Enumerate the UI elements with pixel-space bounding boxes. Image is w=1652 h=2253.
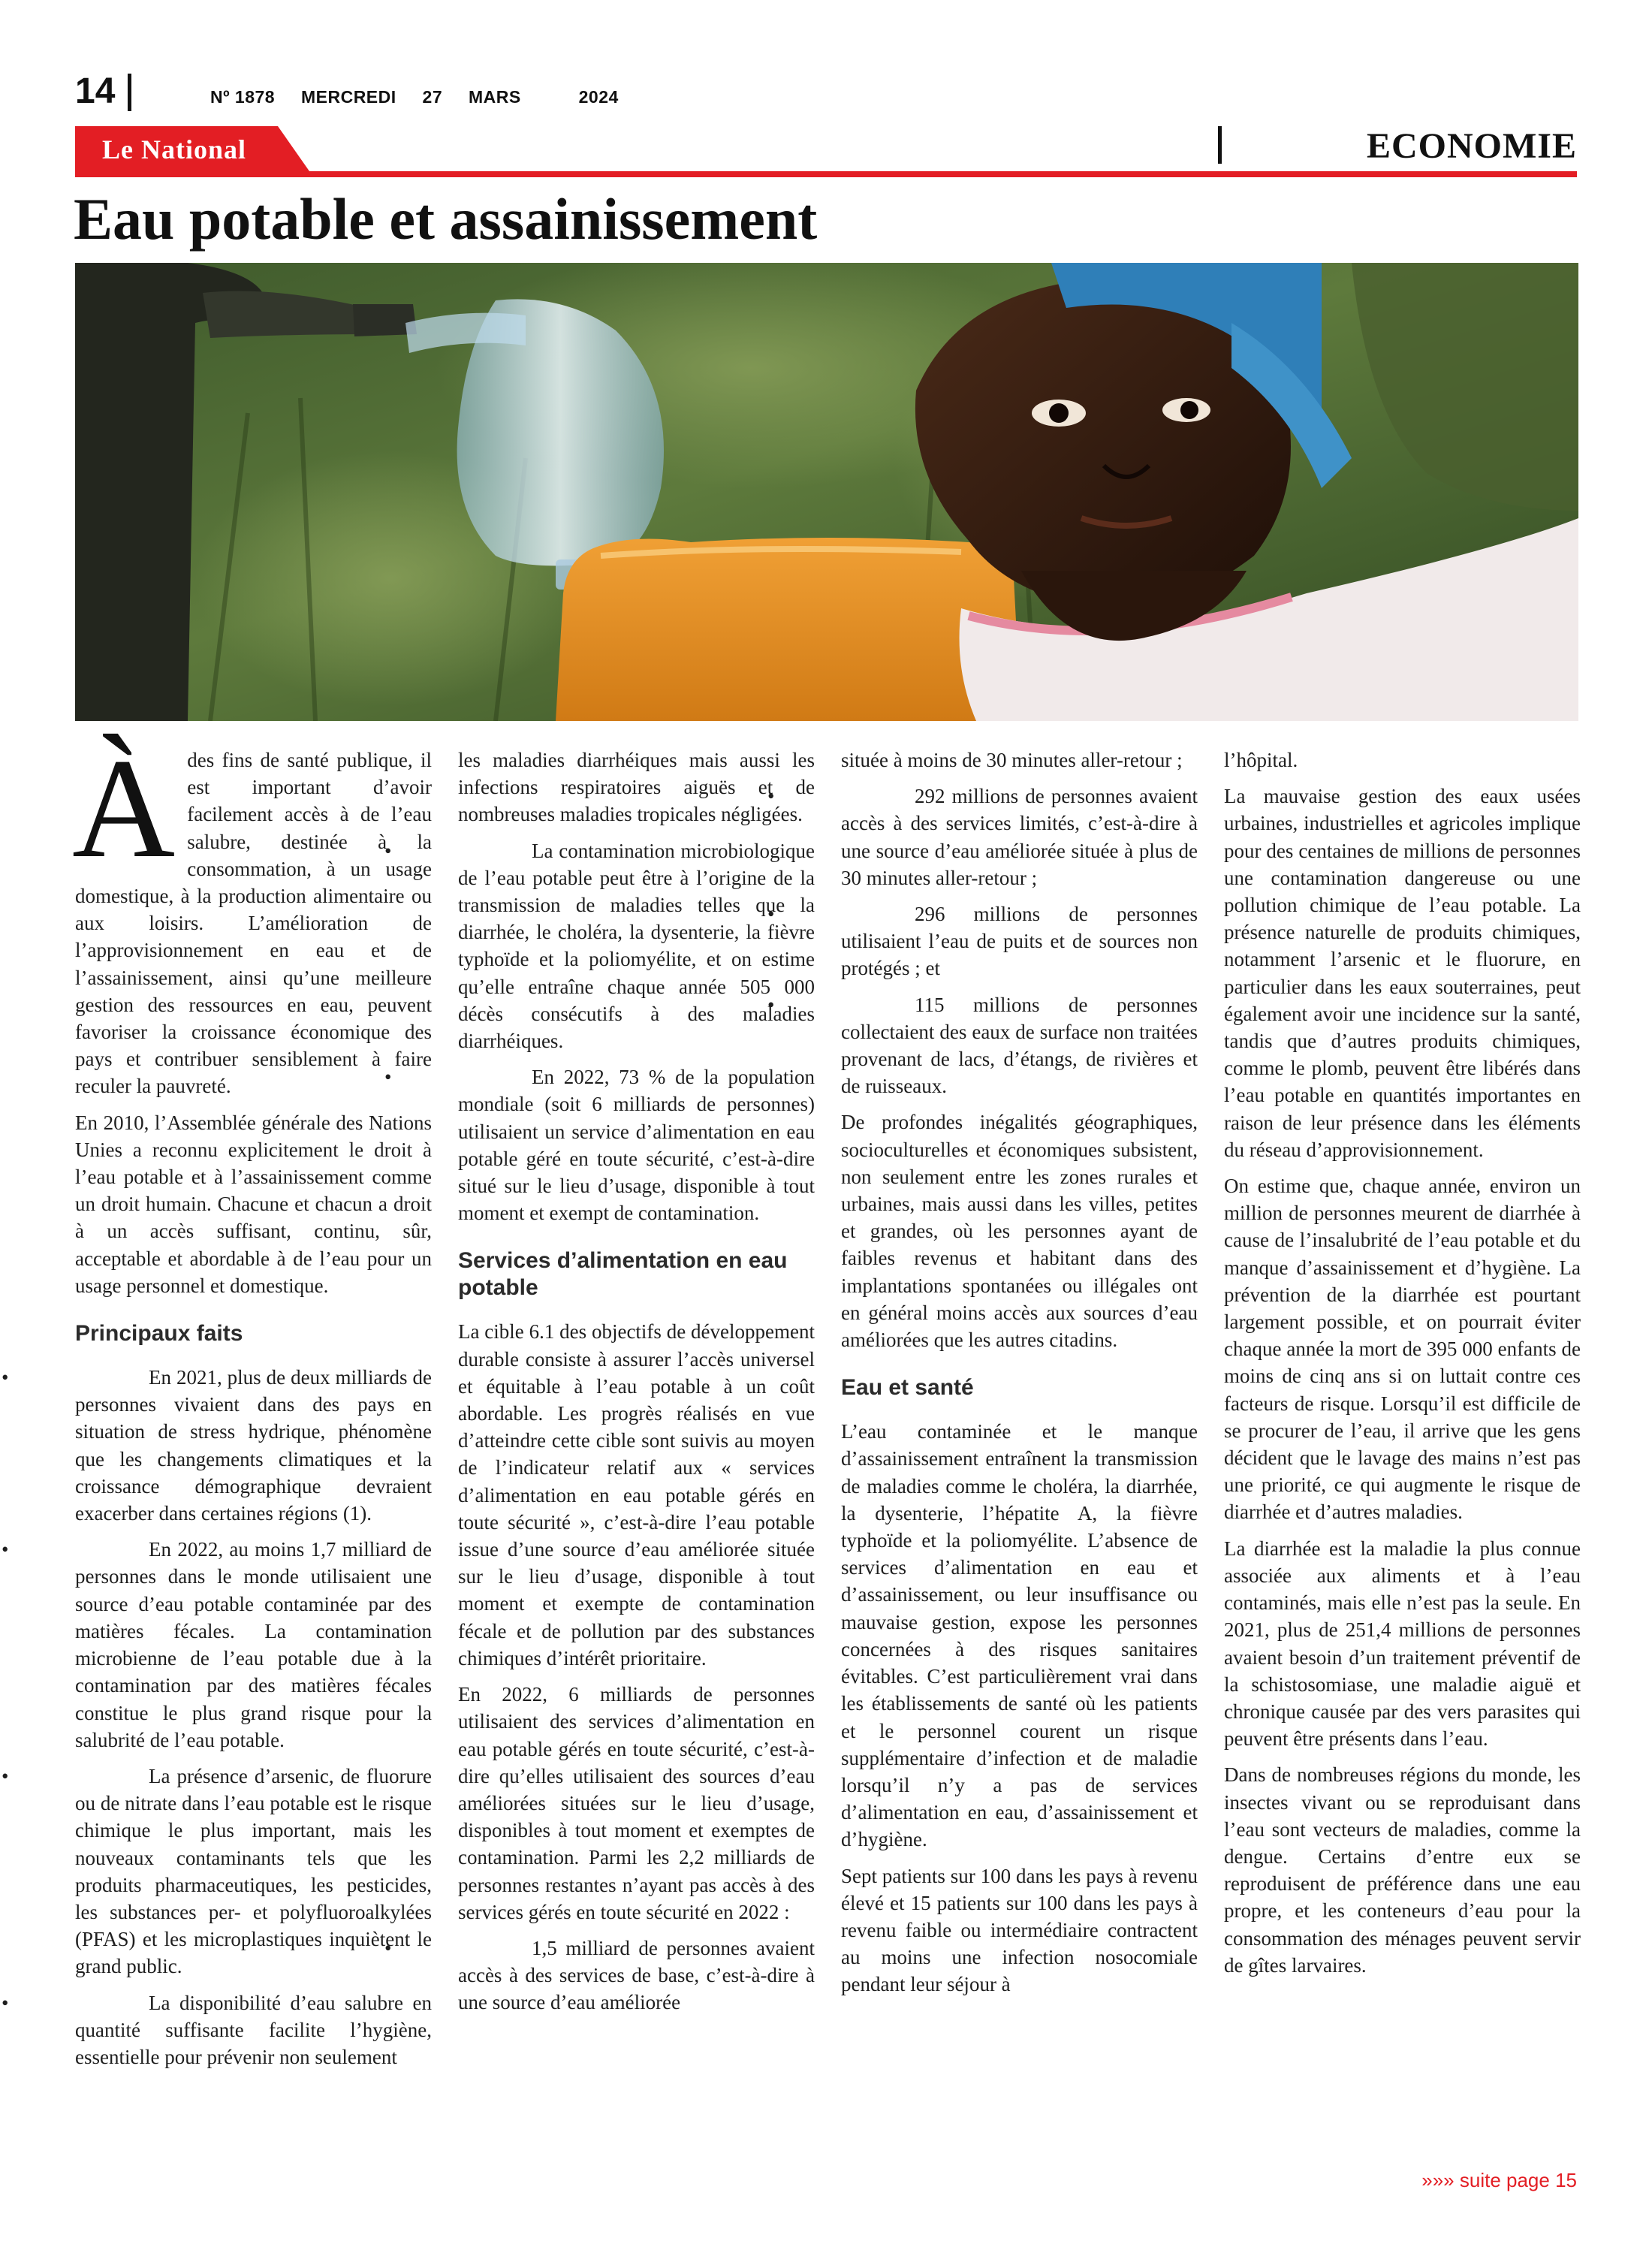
bullet-item: • La disponibilité d’eau salubre en quantité suffisante facilite l’hygiène, essentielle pour prévenir non seulement	[75, 1989, 432, 2071]
bullet-item: • La présence d’arsenic, de fluorure ou de nitrate dans l’eau potable est le risque chimique le plus important, mais les nouveaux contaminants tels que les produits pharmaceutiques, les pesticides, les substances per- et polyfluoroalkylées (PFAS) et les microplastiques inquiètent le grand public.	[75, 1763, 432, 1980]
article-headline: Eau potable et assainissement	[74, 186, 818, 252]
bullet-item: • 1,5 milliard de personnes avaient accès à des services de base, c’est-à-dire à une source d’eau améliorée	[458, 1935, 815, 2016]
section-divider	[1218, 126, 1222, 164]
page-number: 14	[75, 71, 116, 111]
article-photo	[75, 263, 1578, 721]
photo-child-filling-water-jerrycan-icon	[75, 263, 1578, 721]
column-1	[72, 730, 432, 2080]
bullet-item: • 115 millions de personnes collectaient des eaux de surface non traitées provenant de lacs, d’étangs, de rivières et de ruisseaux.	[841, 991, 1198, 1100]
column-3	[841, 746, 1198, 2007]
issue-info	[210, 87, 640, 107]
issue-weekday: MERCREDI	[300, 87, 396, 107]
drop-cap: À	[72, 730, 176, 888]
paragraph: De profondes inégalités géographiques, socioculturelles et économiques subsistent, non seulement entre les zones rurales et urbaines, mais aussi dans les villes, petites et grandes, où les personnes ayant de faibles revenus et habitant dans des implantations spontanées ou illégales ont en général moins accès aux sources d’eau améliorées que les autres citadins.	[841, 1111, 1198, 1352]
paragraph: Sept patients sur 100 dans les pays à revenu élevé et 15 patients sur 100 dans les pays à revenu faible ou intermédiaire contractent au moins une infection nosocomiale pendant leur séjour à	[841, 1864, 1198, 1996]
bullet-item: • 296 millions de personnes utilisaient l’eau de puits et de sources non protégés ; et	[841, 900, 1198, 982]
paragraph: En 2010, l’Assemblée générale des Nations Unies a reconnu explicitement le droit à l’eau potable et à l’assainissement comme un droit humain. Chacune et chacun a droit à un accès suffisant, continu, sûr, acceptable et abordable à de l’eau pour un usage personnel et domestique.	[75, 1111, 432, 1297]
bullet-item: • La contamination microbiologique de l’eau potable peut être à l’origine de la transmission de maladies telles que la diarrhée, le choléra, la dysenterie, la fièvre typhoïde et la poliomyélite, et on estime qu’elle entraîne chaque année 505 000 décès consécutifs à des maladies diarrhéiques.	[458, 837, 815, 1055]
issue-year: 2024	[578, 87, 619, 107]
subheading-principaux-faits: Principaux faits	[75, 1321, 243, 1347]
brand-band	[75, 126, 1577, 177]
red-rule	[75, 171, 1577, 177]
paragraph: La diarrhée est la maladie la plus connue associée aux aliments et à l’eau contaminés, mais elle n’est pas la seule. En 2021, plus de 251,4 millions de personnes avaient besoin d’un traitement préventif de la schistosomiase, une maladie aiguë et chronique causée par des vers parasites qui peuvent être présents dans l’eau.	[1224, 1537, 1581, 1751]
bullet-item: • En 2022, 73 % de la population mondiale (soit 6 milliards de personnes) utilisaient un service d’alimentation en eau potable géré en toute sécurité, c’est-à-dire situé sur le lieu d’usage, disponible à tout moment et exempt de contamination.	[458, 1063, 815, 1226]
bullet-item: • 292 millions de personnes avaient accès à des services limités, c’est-à-dire à une source d’eau améliorée située à plus de 30 minutes aller-retour ;	[841, 783, 1198, 891]
paragraph: Dans de nombreuses régions du monde, les insectes vivant ou se reproduisant dans l’eau sont vecteurs de maladies, comme la dengue. Certains d’entre eux se reproduisent de préférence dans une eau propre, et les conteneurs d’eau pour la consommation des ménages peuvent servir de gîtes larvaires.	[1224, 1763, 1581, 1977]
subheading-services: Services d’alimentation en eau potable	[458, 1248, 788, 1301]
paragraph: En 2022, 6 milliards de personnes utilisaient des services d’alimentation en eau potable gérés en toute sécurité, c’est-à-dire qu’elles utilisaient des sources d’eau améliorées situées sur le lieu d’usage, disponibles à tout moment et exemptes de contamination. Parmi les 2,2 milliards de personnes restantes n’ayant pas accès à des services gérés en toute sécurité en 2022 :	[458, 1683, 815, 1923]
bullet-item: • En 2021, plus de deux milliards de personnes vivaient dans des pays en situation de stress hydrique, phénomène que les changements climatiques et la croissance démographique devraient exacerber dans certaines régions (1).	[75, 1364, 432, 1527]
paragraph: La mauvaise gestion des eaux usées urbaines, industrielles et agricoles implique pour des centaines de millions de personnes une contamination dangereuse ou une pollution chimique de l’eau potable. La présence naturelle de produits chimiques, notamment l’arsenic et le fluorure, en particulier dans les eaux souterraines, peut également avoir une incidence sur la santé, tandis que d’autres produits chimiques, comme le plomb, peuvent être libérés dans l’eau potable en quantités importantes en raison de leur présence dans les éléments du réseau d’approvisionnement.	[1224, 785, 1581, 1161]
page-number-divider	[128, 74, 131, 111]
page-header	[75, 72, 1577, 117]
lead-text: des fins de santé publique, il est important d’avoir facilement accès à de l’eau salubre, destinée à la consommation, à un usage domestique, à la production alimentaire ou aux loisirs. L’amélioration de l’approvisionnement en eau et de l’assainissement, ainsi qu’une meilleure gestion des ressources en eau, peuvent favoriser la croissance économique des pays et contribuer sensiblement à faire reculer la pauvreté.	[75, 749, 432, 1098]
lead-paragraph	[72, 730, 432, 1100]
column-2	[458, 746, 815, 2025]
paragraph: La cible 6.1 des objectifs de développement durable consiste à assurer l’accès universel et équitable à l’eau potable à un coût abordable. Les progrès réalisés en vue d’atteindre cette cible sont suivis au moyen de l’indicateur relatif aux « services d’alimentation en eau potable gérés en toute sécurité », c’est-à-dire l’eau potable issue d’une source d’eau améliorée située sur le lieu d’usage, disponible à tout moment et exempte de contamination fécale et de pollution par des substances chimiques d’intérêt prioritaire.	[458, 1320, 815, 1669]
issue-number: Nº 1878	[210, 87, 276, 107]
continuation-link[interactable]: »»» suite page 15	[1421, 2169, 1577, 2191]
paragraph: les maladies diarrhéiques mais aussi les infections respiratoires aiguës et de nombreuses maladies tropicales négligées.	[458, 749, 815, 826]
subheading-eau-et-sante: Eau et santé	[841, 1375, 974, 1401]
paragraph: l’hôpital.	[1224, 749, 1298, 771]
paragraph: située à moins de 30 minutes aller-retour ;	[841, 749, 1183, 771]
issue-month: MARS	[469, 87, 521, 107]
paragraph: On estime que, chaque année, environ un million de personnes meurent de diarrhée à cause de l’insalubrité de l’eau potable et du manque d’assainissement et d’hygiène. La prévention de la diarrhée est pourtant largement possible, et on pourrait éviter chaque année la mort de 395 000 enfants de moins de cinq ans si on luttait contre ces facteurs de risque. Lorsqu’il est difficile de se procurer de l’eau, il arrive que les gens décident que le lavage des mains n’est pas une priorité, ce qui augmente le risque de diarrhée et d’autres maladies.	[1224, 1175, 1581, 1524]
bullet-item: • En 2022, au moins 1,7 milliard de personnes dans le monde utilisaient une source d’eau potable contaminée par des matières fécales. La contamination microbienne de l’eau potable due à la contamination par des matières fécales constitue le plus grand risque pour la salubrité de l’eau potable.	[75, 1536, 432, 1754]
section-name: ECONOMIE	[1366, 126, 1577, 166]
paragraph: L’eau contaminée et le manque d’assainissement entraînent la transmission de maladies comme le choléra, la diarrhée, la dysenterie, l’hépatite A, la fièvre typhoïde et la poliomyélite. L’absence de services d’alimentation en eau et d’assainissement, ou leur insuffisance ou mauvaise gestion, expose les personnes concernées à des risques sanitaires évitables. C’est particulièrement vrai dans les établissements de santé où les patients et le personnel courent un risque supplémentaire d’infection et de maladie lorsqu’il n’y a pas de services d’alimentation en eau, d’assainissement et d’hygiène.	[841, 1420, 1198, 1851]
column-4	[1224, 746, 1581, 1988]
issue-day: 27	[422, 87, 443, 107]
brand-name: Le National	[102, 134, 247, 164]
